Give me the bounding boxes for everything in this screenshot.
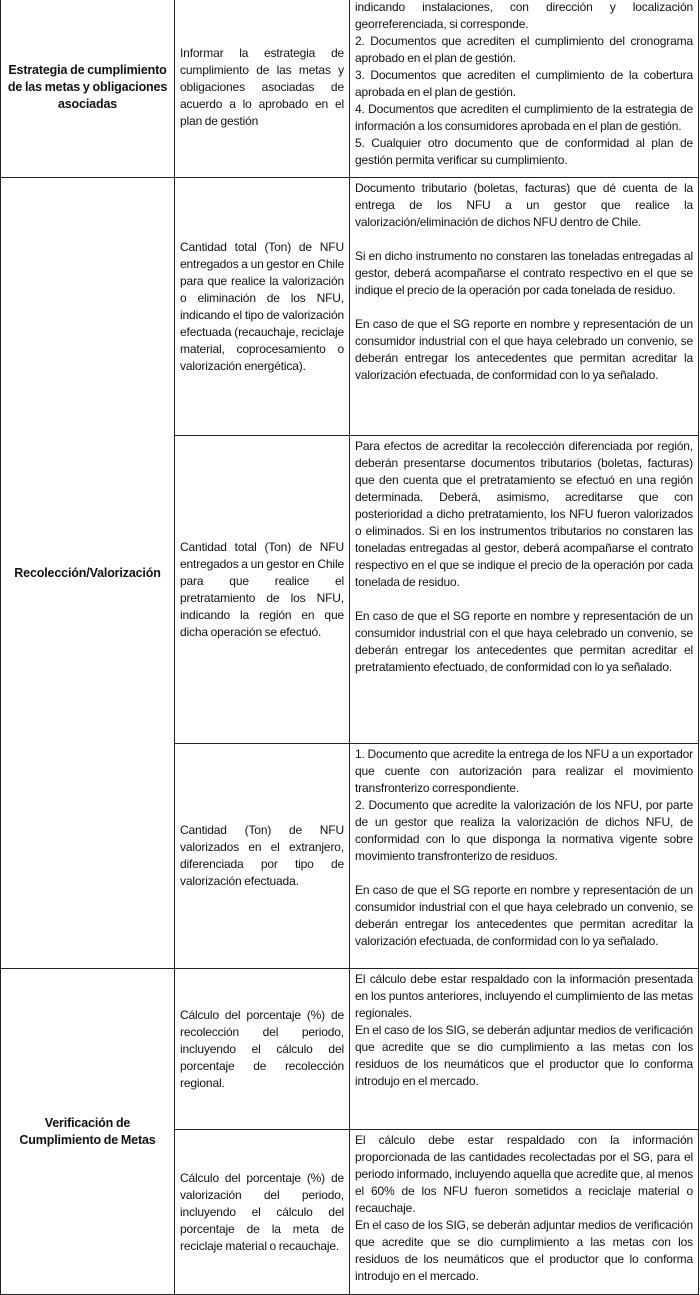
evidence-paragraph: En el caso de los SIG, se deberán adjuntar medios de verificación que acredite que se dio cumplimiento a las metas con los residuos de los neumáticos que el productor que lo conforma introdujo en el mercado. — [355, 1023, 693, 1088]
requirement-estrategia — [175, 0, 350, 178]
evidence-estrategia — [350, 0, 699, 178]
row-verificacion-1 — [1, 969, 699, 1130]
evidence-paragraph: indicando instalaciones, con dirección y localización georreferenciada, si corresponde. — [355, 0, 693, 31]
evidence-recoleccion-3 — [350, 744, 699, 969]
requirement-text: Cantidad total (Ton) de NFU entregados a un gestor en Chile para que realice el pretratamiento de los NFU, indicando la región en que dicha operación se efectuó. — [180, 539, 344, 639]
evidence-paragraph: El cálculo debe estar respaldado con la información presentada en los puntos anteriores, incluyendo el cumplimiento de las metas regionales. — [355, 972, 693, 1020]
evidence-paragraph: 3. Documentos que acrediten el cumplimiento de la cobertura aprobada en el plan de gestión. — [355, 68, 693, 99]
evidence-paragraph: Documento tributario (boletas, facturas) que dé cuenta de la entrega de los NFU a un gestor que realice la valorización/eliminación de dichos NFU dentro de Chile. — [355, 181, 693, 229]
section-label: Estrategia de cumplimiento de las metas y obligaciones asociadas — [7, 62, 168, 111]
requirement-recoleccion-1 — [175, 178, 350, 436]
section-estrategia — [1, 0, 175, 178]
section-label: Recolección/Valorización — [14, 565, 161, 580]
requirement-text: Cantidad (Ton) de NFU valorizados en el extranjero, diferenciada por tipo de valorización efectuada. — [180, 823, 344, 888]
evidence-paragraph: En el caso de los SIG, se deberán adjuntar medios de verificación que acredite que se dio cumplimiento a las metas con los residuos de los neumáticos que el productor que lo conforma introdujo en el mercado. — [355, 1218, 693, 1283]
evidence-paragraph: 2. Documento que acredite la valorización de los NFU, por parte de un gestor que realiza la valorización de dichos NFU, de conformidad con lo que disponga la normativa vigente sobre movimiento transfronterizo de residuos. — [355, 798, 693, 863]
section-verificacion — [1, 969, 175, 1295]
row-estrategia — [1, 0, 699, 178]
section-recoleccion — [1, 178, 175, 969]
evidence-recoleccion-1 — [350, 178, 699, 436]
row-recoleccion-1 — [1, 178, 699, 436]
evidence-recoleccion-2 — [350, 436, 699, 744]
evidence-paragraph: 1. Documento que acredite la entrega de los NFU a un exportador que cuente con autorización para realizar el movimiento transfronterizo correspondiente. — [355, 747, 693, 795]
requirement-verificacion-1 — [175, 969, 350, 1130]
requirement-text: Cantidad total (Ton) de NFU entregados a un gestor en Chile para que realice la valorización o eliminación de los NFU, indicando el tipo de valorización efectuada (recauchaje, reciclaje material, coprocesamiento o valorización energética). — [180, 239, 344, 373]
requirement-recoleccion-3 — [175, 744, 350, 969]
evidence-paragraph: 5. Cualquier otro documento que de conformidad al plan de gestión permita verificar su cumplimiento. — [355, 136, 693, 167]
requirement-text: Cálculo del porcentaje (%) de recolección del periodo, incluyendo el cálculo del porcentaje de recolección regional. — [180, 1007, 344, 1090]
evidence-paragraph: 2. Documentos que acrediten el cumplimiento del cronograma aprobado en el plan de gestión. — [355, 34, 693, 65]
evidence-paragraph: 4. Documentos que acrediten el cumplimiento de la estrategia de información a los consumidores aprobada en el plan de gestión. — [355, 102, 693, 133]
evidence-verificacion-1 — [350, 969, 699, 1130]
requirement-verificacion-2 — [175, 1130, 350, 1295]
evidence-paragraph: Si en dicho instrumento no constaren las toneladas entregadas al gestor, deberá acompañarse el contrato respectivo en el que se indique el precio de la operación por cada tonelada de residuo. — [355, 249, 693, 297]
requirement-text: Informar la estrategia de cumplimiento de las metas y obligaciones asociadas de acuerdo a lo aprobado en el plan de gestión — [180, 45, 344, 128]
requirement-recoleccion-2 — [175, 436, 350, 744]
section-label: Verificación de Cumplimiento de Metas — [19, 1115, 156, 1147]
evidence-paragraph: En caso de que el SG reporte en nombre y representación de un consumidor industrial con el que haya celebrado un convenio, se deberán entregar los antecedentes que permitan acreditar la valorización efectuada, de conformidad con lo ya señalado. — [355, 883, 693, 948]
evidence-paragraph: En caso de que el SG reporte en nombre y representación de un consumidor industrial con el que haya celebrado un convenio, se deberán entregar los antecedentes que permitan acreditar el pretratamiento efectuado, de conformidad con lo ya señalado. — [355, 609, 693, 674]
evidence-paragraph: En caso de que el SG reporte en nombre y representación de un consumidor industrial con el que haya celebrado un convenio, se deberán entregar los antecedentes que permitan acreditar la valorización efectuada, de conformidad con lo ya señalado. — [355, 317, 693, 382]
evidence-verificacion-2 — [350, 1130, 699, 1295]
requirement-text: Cálculo del porcentaje (%) de valorización del periodo, incluyendo el cálculo del porcentaje de la meta de reciclaje material o recauchaje. — [180, 1170, 344, 1253]
evidence-paragraph: Para efectos de acreditar la recolección diferenciada por región, deberán presentarse documentos tributarios (boletas, facturas) que den cuenta que el pretratamiento se efectuó en una región determinada. Deberá, asimismo, acreditarse que con posterioridad a dicho pretratamiento, los NFU fueron valorizados o eliminados. Si en los instrumentos tributarios no constaren las toneladas entregadas al gestor, deberá acompañarse el contrato respectivo en el que se indique el precio de la operación por cada tonelada de residuo. — [355, 439, 693, 589]
evidence-paragraph: El cálculo debe estar respaldado con la información proporcionada de las cantidades recolectadas por el SG, para el periodo informado, incluyendo aquella que acredite que, al menos el 60% de los NFU fueron sometidos a reciclaje material o recauchaje. — [355, 1133, 693, 1215]
